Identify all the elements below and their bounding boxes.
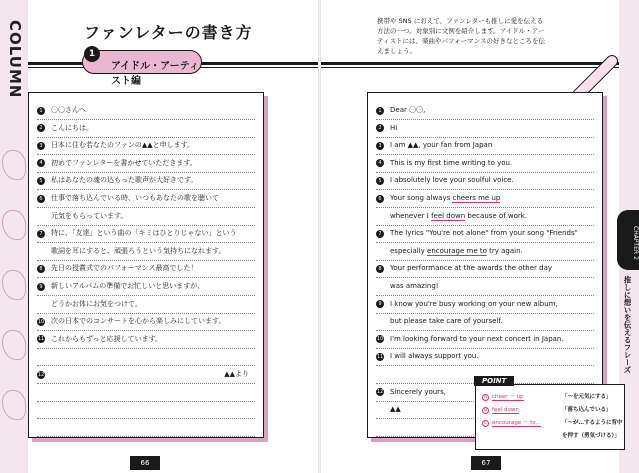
line-number-badge: 9 <box>376 300 384 308</box>
letter-text: The lyrics "You're not alone" from your song "Friends" <box>390 229 578 238</box>
letter-line <box>37 332 255 349</box>
letter-line <box>376 332 594 349</box>
letter-text: 新しいアルバムの準備でお忙しいと思いますが、 <box>51 282 205 290</box>
letter-text: I am ▲▲, your fan from Japan <box>390 141 493 150</box>
section-tab <box>82 50 202 87</box>
point-item <box>482 406 519 414</box>
letter-text: Hi <box>390 123 398 132</box>
letter-line <box>376 121 594 138</box>
letter-text: whenever I <box>390 211 432 220</box>
point-meaning: 「落ち込んでいる」 <box>562 407 612 413</box>
letter-line <box>376 226 594 243</box>
line-number-badge: 12 <box>376 389 384 396</box>
line-number-badge: 8 <box>376 265 384 273</box>
right-page <box>321 0 639 473</box>
point-phrase: feel down <box>492 407 519 413</box>
japanese-letter-card <box>28 92 264 438</box>
page-title: ファンレターの書き方 <box>84 23 253 42</box>
letter-text: 元気をもらっています。 <box>51 211 128 220</box>
letter-line <box>376 279 594 296</box>
line-number-badge: 7 <box>37 230 45 238</box>
doodle-decoration <box>2 390 26 420</box>
line-number-badge: 10 <box>376 336 384 343</box>
line-number-badge: 6 <box>37 195 45 203</box>
point-box <box>475 377 625 450</box>
doodle-decoration <box>2 150 26 180</box>
letter-line <box>37 191 255 208</box>
line-number-badge: 7 <box>376 230 384 238</box>
point-label: POINT <box>474 376 514 386</box>
letter-text: try again. <box>486 246 523 255</box>
letter-line <box>376 297 594 314</box>
letter-line <box>37 314 255 331</box>
chapter-title: 推しに想いを伝えるフレーズ <box>623 276 632 374</box>
letter-text: こんにちは。 <box>51 123 93 132</box>
point-item-marker: A <box>483 395 488 400</box>
title-rule-thin <box>321 67 639 68</box>
letter-text: ▲▲ <box>390 405 401 414</box>
point-item <box>482 419 541 427</box>
section-number-badge: 1 <box>84 46 100 62</box>
letter-text: I absolutely love your soulful voice. <box>390 176 514 185</box>
letter-line <box>37 385 255 402</box>
letter-text: I know you're busy working on your new album, <box>390 299 558 308</box>
line-number-badge: 1 <box>37 107 45 115</box>
point-phrase: cheer ～ up <box>492 394 524 400</box>
letter-text: I'm looking forward to your next concert in Japan. <box>390 334 564 343</box>
letter-text: but please take care of yourself. <box>390 317 503 326</box>
point-meaning: を押す（勇気づける）」 <box>562 433 620 439</box>
letter-line <box>376 191 594 208</box>
letter-text: because of work. <box>465 211 528 220</box>
line-number-badge: 5 <box>376 177 384 185</box>
letter-text: 私はあなたの魂の込もった歌声が大好きです。 <box>51 176 198 185</box>
letter-line <box>37 244 255 261</box>
line-number-badge: 3 <box>376 142 384 150</box>
letter-text: これからもずっと応援しています。 <box>51 334 163 343</box>
point-item <box>482 393 524 401</box>
letter-text: 特に、「友達」という曲の「キミはひとりじゃない」という <box>51 229 237 238</box>
letter-line <box>37 297 255 314</box>
page-number: 67 <box>471 456 501 470</box>
letter-text: Dear 〇〇, <box>390 106 426 114</box>
letter-text: 日本に住む若なたのファンの▲▲と申します。 <box>51 141 195 150</box>
title-rule <box>321 62 639 65</box>
point-meaning: 「～を元気にする」 <box>562 394 612 400</box>
column-label: COLUMN <box>6 20 24 99</box>
letter-line <box>37 138 255 155</box>
letter-text: 初めてファンレターを書かせていただきます。 <box>51 158 197 167</box>
line-number-badge: 4 <box>37 159 45 167</box>
highlighted-phrase: encourage me to <box>427 246 487 255</box>
point-meaning: 「～が…するように背中 <box>562 420 623 426</box>
line-number-badge: 3 <box>37 142 45 150</box>
line-number-badge: 10 <box>37 318 45 325</box>
letter-text: 次の日本でのコンサートを心から楽しみにしています。 <box>51 317 226 326</box>
letter-line <box>376 209 594 226</box>
letter-line <box>37 261 255 278</box>
letter-text: Your song always <box>390 194 453 202</box>
letter-line <box>37 367 255 384</box>
letter-line <box>37 226 255 243</box>
line-number-badge: 6 <box>376 195 384 203</box>
line-number-badge: 1 <box>376 107 384 115</box>
letter-line <box>376 261 594 278</box>
point-item-marker: C <box>483 421 488 426</box>
letter-text: 〇〇さんへ <box>51 106 86 114</box>
point-phrase: encourage ～ to... <box>492 420 541 426</box>
letter-line <box>37 402 255 419</box>
letter-line <box>37 349 255 366</box>
letter-text: 先日の授賞式でのパフォーマンス最高でした！ <box>51 264 198 273</box>
letter-line <box>376 349 594 366</box>
letter-text: 歌詞を耳にすると、頑張ろうという気持ちになれます。 <box>51 246 226 255</box>
letter-line <box>37 173 255 190</box>
line-number-badge: 5 <box>37 177 45 185</box>
letter-line <box>376 173 594 190</box>
page-number: 66 <box>130 456 160 470</box>
letter-text: 仕事で落ち込んでいる時、いつもあなたの歌を聴いて <box>51 194 219 202</box>
line-number-badge: 4 <box>376 159 384 167</box>
letter-text: I will always support you. <box>390 352 479 361</box>
letter-text: This is my first time writing to you. <box>390 158 513 167</box>
signature: ▲▲より <box>224 370 249 378</box>
letter-line <box>37 156 255 173</box>
section-label: アイドル・アーティスト編 <box>111 61 199 87</box>
letter-text: Your performance at the awards the other day <box>390 264 553 273</box>
doodle-decoration <box>2 210 26 240</box>
letter-line <box>376 103 594 120</box>
line-number-badge: 11 <box>37 336 45 343</box>
letter-line <box>376 314 594 331</box>
letter-line <box>37 121 255 138</box>
line-number-badge: 12 <box>37 371 45 378</box>
line-number-badge: 2 <box>37 124 45 132</box>
letter-text: was amazing! <box>390 282 439 290</box>
highlighted-phrase: feel down <box>431 211 466 220</box>
doodle-decoration <box>2 270 26 300</box>
letter-line <box>376 156 594 173</box>
intro-text: 携帯や SNS におえて、ファンレターも推しに愛を伝える方法の一つ。対象別に文例を紹介します。アイドル・アーティストには、楽曲やパフォーマンスの好きなところを伝えましょう。 <box>377 17 545 55</box>
highlighted-phrase: cheers me up <box>452 194 501 202</box>
letter-line <box>37 103 255 120</box>
line-number-badge: 8 <box>37 265 45 273</box>
doodle-decoration <box>2 330 26 360</box>
left-page <box>0 0 318 473</box>
chapter-tab[interactable]: CHAPTER 2 <box>617 210 639 270</box>
letter-text: especially <box>390 246 428 255</box>
letter-text: Sincerely yours, <box>390 387 446 396</box>
letter-text: どうかお体にお気をつけて。 <box>51 299 142 308</box>
letter-line <box>37 279 255 296</box>
point-item-marker: B <box>483 408 488 413</box>
line-number-badge: 2 <box>376 124 384 132</box>
line-number-badge: 11 <box>376 353 384 360</box>
line-number-badge: 9 <box>37 283 45 291</box>
letter-line <box>37 209 255 226</box>
letter-line <box>376 138 594 155</box>
letter-line <box>37 420 255 437</box>
letter-line <box>376 244 594 261</box>
